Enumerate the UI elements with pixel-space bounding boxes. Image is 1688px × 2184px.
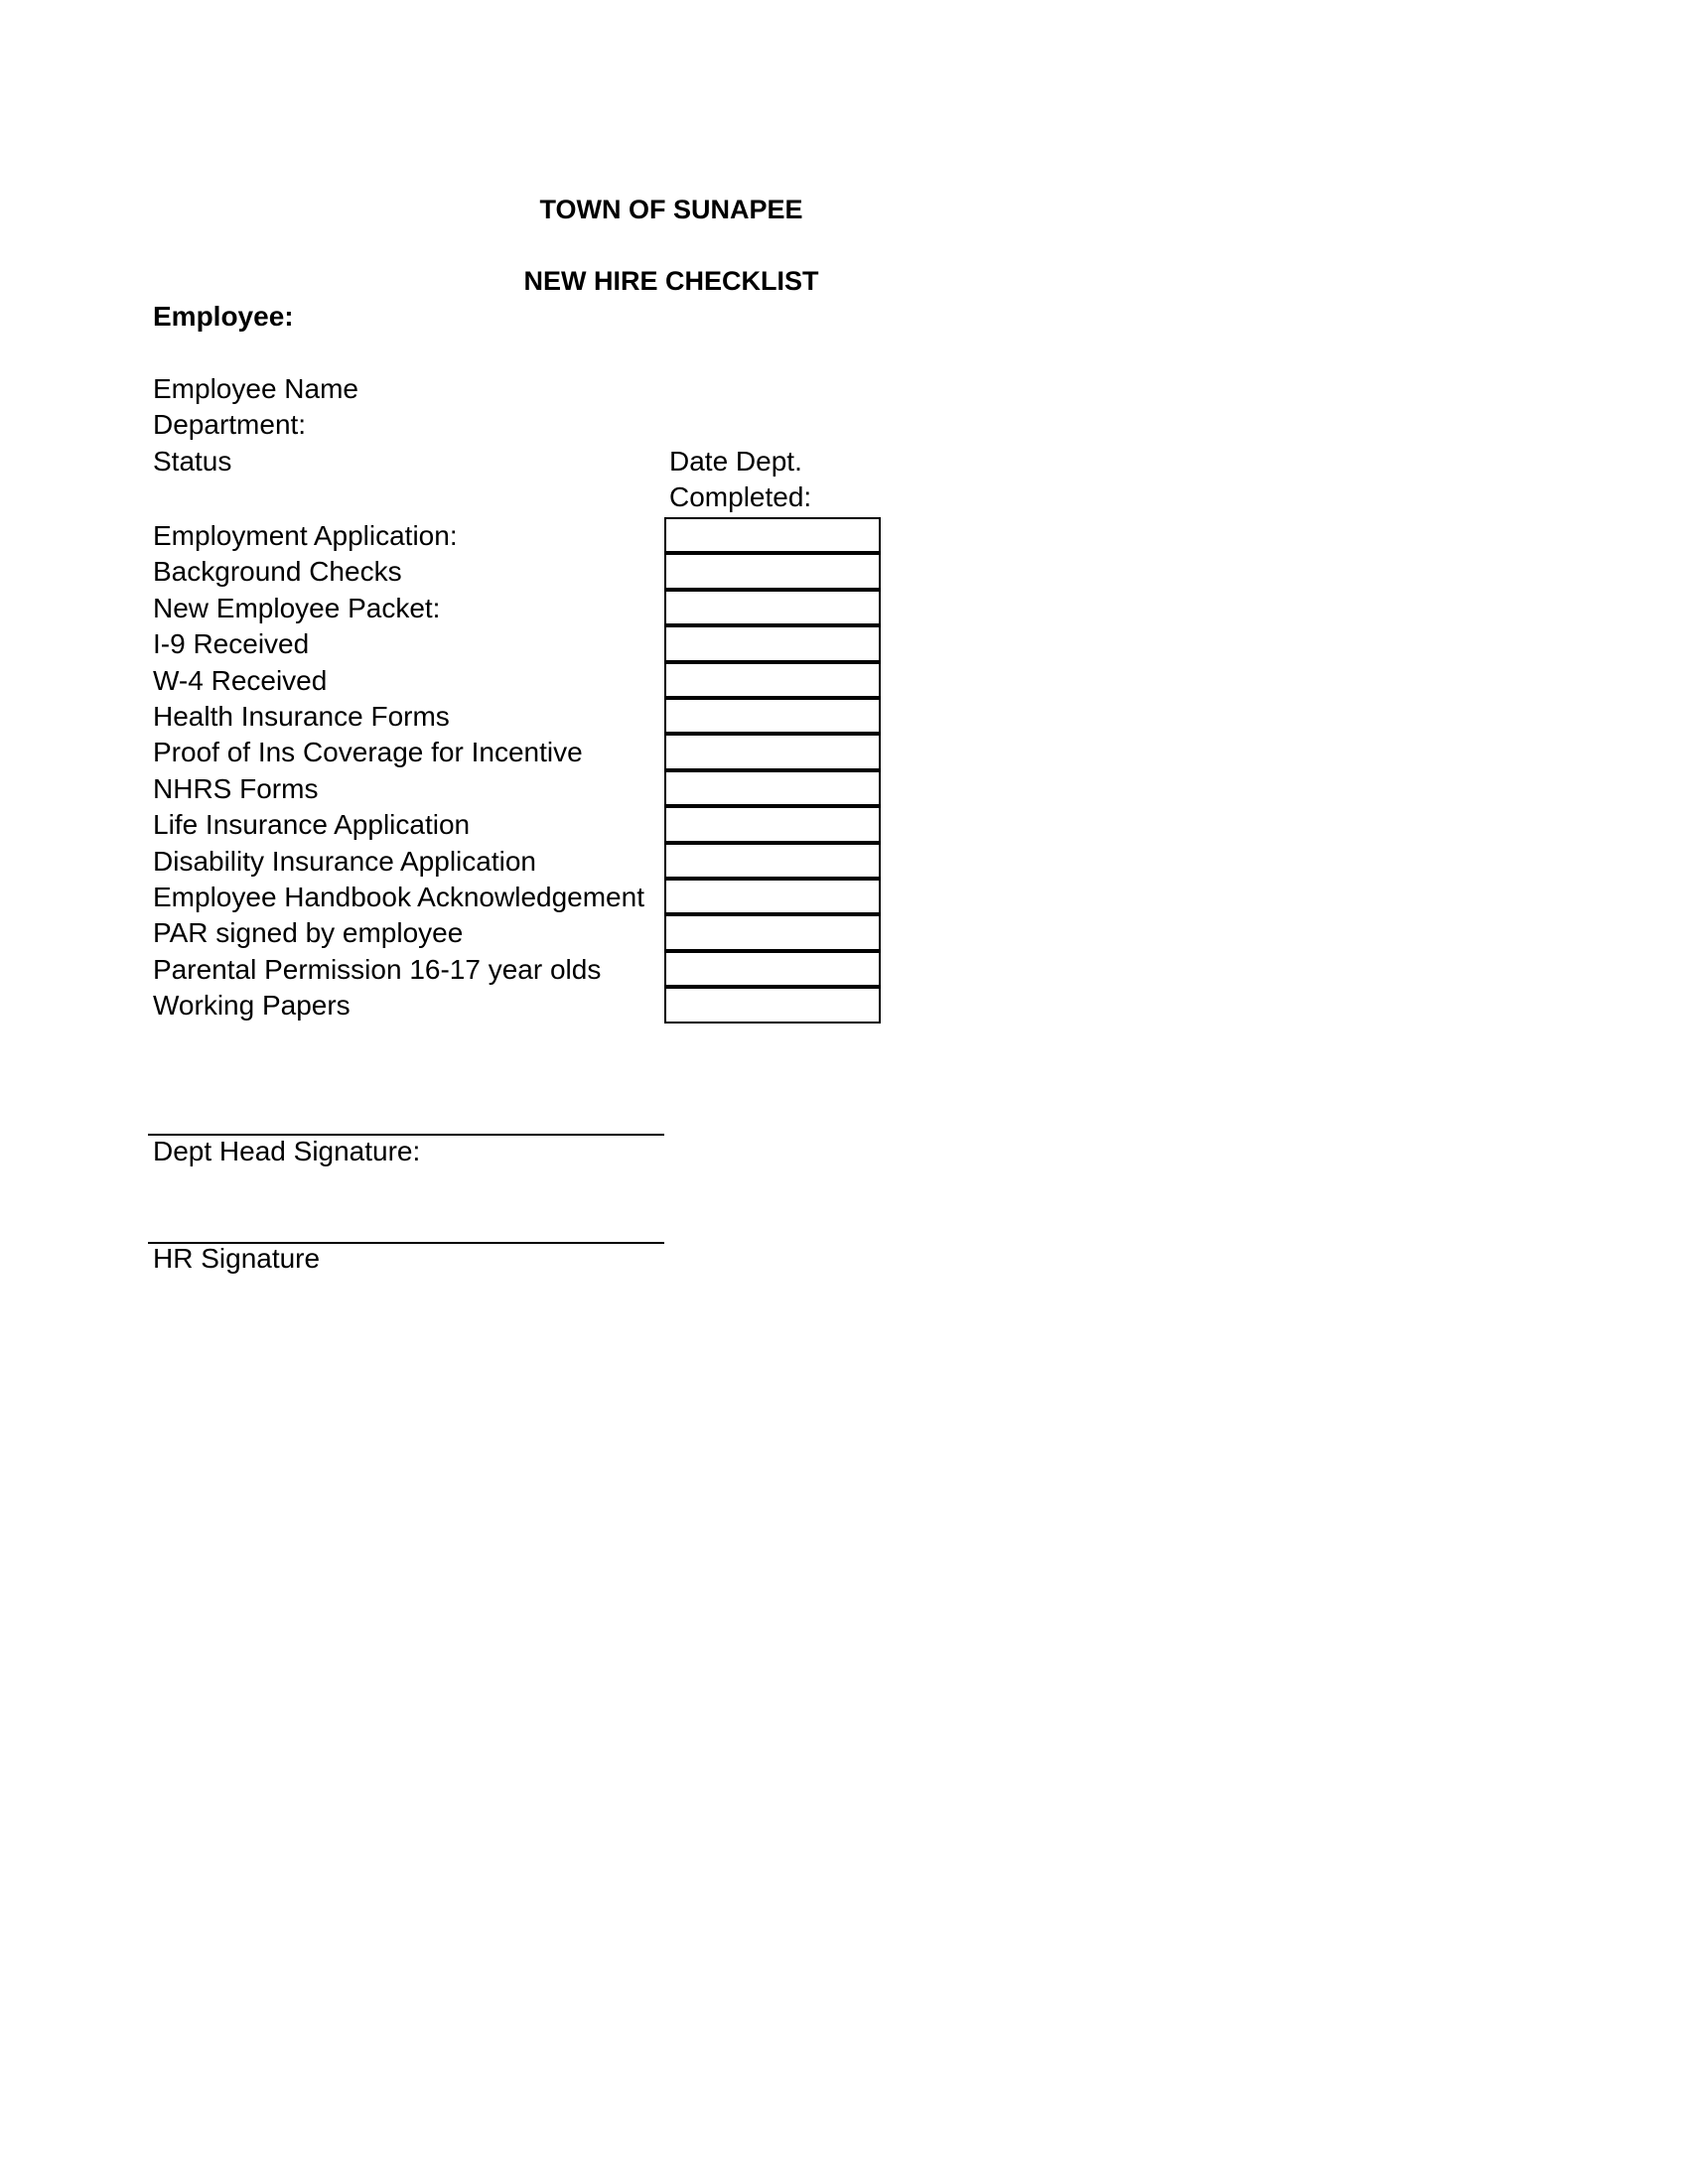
checklist-item-label: New Employee Packet:: [153, 592, 441, 623]
checklist-date-box[interactable]: [664, 590, 881, 625]
checklist-item-label: Disability Insurance Application: [153, 845, 536, 877]
checklist-item-label: Employee Handbook Acknowledgement: [153, 882, 644, 912]
checklist-date-box[interactable]: [664, 879, 881, 914]
checklist-item-label: Parental Permission 16-17 year olds: [153, 953, 602, 985]
checklist-date-box[interactable]: [664, 662, 881, 698]
checklist-item-label: Proof of Ins Coverage for Incentive: [153, 737, 583, 768]
checklist-item-label: Life Insurance Application: [153, 809, 471, 841]
document-title: NEW HIRE CHECKLIST: [523, 266, 819, 296]
date-completed-header-line2: Completed:: [669, 481, 812, 512]
checklist-item-label: Working Papers: [153, 990, 351, 1022]
department-label: Department:: [153, 409, 307, 440]
checklist-date-box[interactable]: [664, 553, 881, 589]
status-label: Status: [153, 446, 232, 477]
checklist-item-label: Employment Application:: [153, 520, 458, 551]
employee-name-label: Employee Name: [153, 373, 358, 404]
checklist-item-label: Health Insurance Forms: [153, 701, 450, 732]
checklist-item-label: W-4 Received: [153, 664, 328, 696]
checklist-date-box[interactable]: [664, 734, 881, 769]
checklist-date-box[interactable]: [664, 843, 881, 879]
checklist-item-label: I-9 Received: [153, 628, 310, 660]
checklist-date-box[interactable]: [664, 806, 881, 842]
checklist-date-box[interactable]: [664, 698, 881, 734]
hr-signature-label: HR Signature: [153, 1243, 321, 1274]
dept-head-signature-label: Dept Head Signature:: [153, 1136, 421, 1166]
checklist-item-label: PAR signed by employee: [153, 917, 464, 949]
checklist-item-label: Background Checks: [153, 556, 402, 588]
org-title: TOWN OF SUNAPEE: [539, 195, 803, 224]
checklist-date-box[interactable]: [664, 625, 881, 661]
checklist-date-box[interactable]: [664, 914, 881, 950]
date-completed-header-line1: Date Dept.: [669, 446, 802, 477]
employee-heading: Employee:: [153, 301, 294, 332]
checklist-date-box[interactable]: [664, 951, 881, 987]
checklist-item-label: NHRS Forms: [153, 772, 319, 804]
checklist-date-box[interactable]: [664, 517, 881, 553]
checklist-date-box[interactable]: [664, 770, 881, 806]
checklist-date-box[interactable]: [664, 987, 881, 1023]
